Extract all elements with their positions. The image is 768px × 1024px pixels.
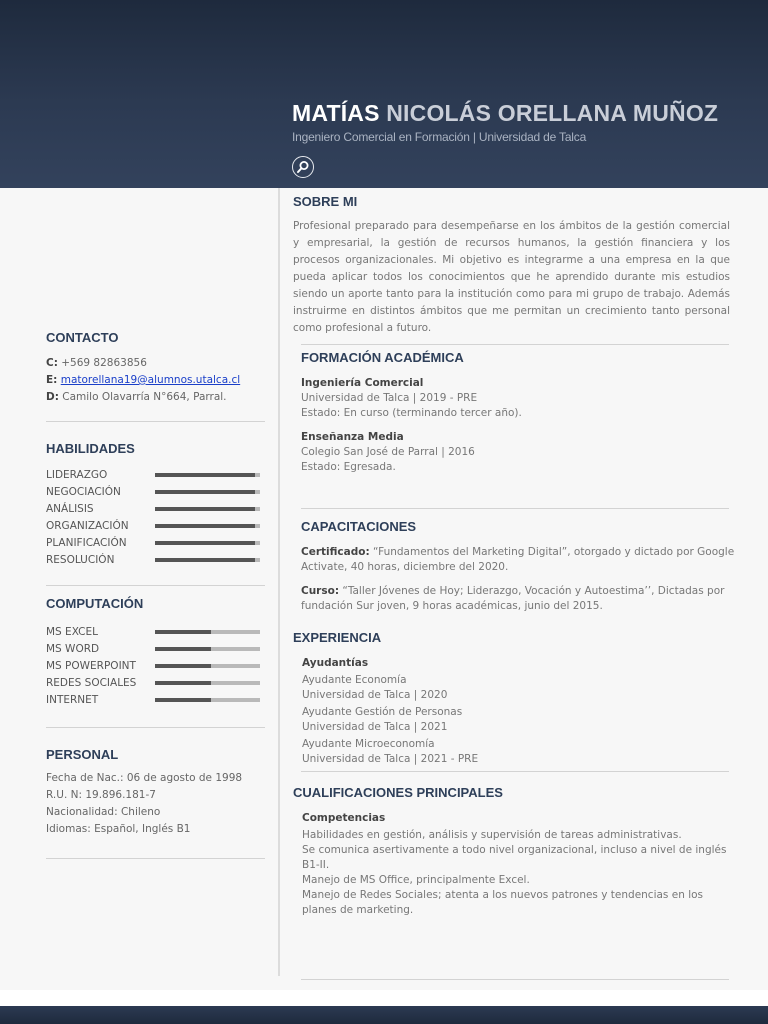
qualification-line: Manejo de Redes Sociales; atenta a los nuevos patrones y tendencias en los planes de marketing.	[302, 889, 704, 916]
skill-level-fill	[155, 507, 255, 511]
skill-label: NEGOCIACIÓN	[46, 486, 121, 498]
education-line: Estado: En curso (terminando tercer año).	[301, 407, 522, 419]
skill-level-fill	[155, 558, 255, 562]
skill-row	[46, 552, 261, 569]
skill-level-bar	[155, 558, 260, 562]
training-text: “Taller Jóvenes de Hoy; Liderazgo, Vocación y Autoestima’’, Dictadas por fundación Sur joven, 9 horas académicas, junio del 2015.	[301, 585, 725, 612]
education-line: Estado: Egresada.	[301, 461, 396, 473]
computing-skill-row	[46, 658, 261, 675]
training-entry	[301, 584, 741, 614]
header-banner	[0, 0, 768, 188]
experience-role: Ayudante Gestión de Personas	[302, 706, 463, 718]
training-label: Curso:	[301, 585, 340, 597]
skill-label: RESOLUCIÓN	[46, 554, 115, 566]
contact-phone	[46, 355, 147, 372]
training-entry	[301, 545, 741, 575]
skill-row	[46, 467, 261, 484]
divider	[46, 858, 265, 859]
education-title: FORMACIÓN ACADÉMICA	[301, 350, 464, 365]
skill-row	[46, 535, 261, 552]
skill-level-bar	[155, 541, 260, 545]
skill-level-fill	[155, 473, 255, 477]
education-heading: Enseñanza Media	[301, 431, 404, 443]
computing-skill-label: MS POWERPOINT	[46, 660, 136, 672]
qualification-line: Manejo de MS Office, principalmente Excel.	[302, 874, 530, 886]
search-button[interactable]	[292, 156, 314, 178]
experience-list	[302, 656, 478, 767]
email-label: E:	[46, 374, 58, 386]
training-label: Certificado:	[301, 546, 370, 558]
candidate-subtitle: Ingeniero Comercial en Formación | Universidad de Talca	[292, 130, 587, 144]
contact-title: CONTACTO	[46, 330, 119, 345]
experience-place: Universidad de Talca | 2021	[302, 721, 448, 733]
computing-skill-row	[46, 624, 261, 641]
experience-role: Ayudante Economía	[302, 674, 407, 686]
skill-label: LIDERAZGO	[46, 469, 108, 481]
qualifications-list	[302, 811, 732, 918]
last-names: NICOLÁS ORELLANA MUÑOZ	[386, 100, 719, 126]
education-entry	[301, 430, 475, 475]
education-line: Universidad de Talca | 2019 - PRE	[301, 392, 478, 404]
personal-nationality: Nacionalidad: Chileno	[46, 806, 161, 818]
skill-level-bar	[155, 490, 260, 494]
email-link[interactable]: matorellana19@alumnos.utalca.cl	[60, 374, 241, 386]
skill-level-fill	[155, 490, 255, 494]
education-line: Colegio San José de Parral | 2016	[301, 446, 475, 458]
skill-row	[46, 484, 261, 501]
computing-skill-row	[46, 675, 261, 692]
education-heading: Ingeniería Comercial	[301, 377, 424, 389]
qualification-line: Habilidades en gestión, análisis y supervisión de tareas administrativas.	[302, 829, 682, 841]
qualifications-heading: Competencias	[302, 812, 386, 824]
computing-skill-level-fill	[155, 647, 211, 651]
skills-title: HABILIDADES	[46, 441, 135, 456]
column-divider	[278, 188, 280, 976]
experience-title: EXPERIENCIA	[293, 630, 382, 645]
computing-skill-level-bar	[155, 698, 260, 702]
computing-skill-level-fill	[155, 630, 211, 634]
candidate-name	[292, 100, 718, 127]
contact-address	[46, 389, 227, 406]
skill-label: PLANIFICACIÓN	[46, 537, 127, 549]
experience-heading: Ayudantías	[302, 657, 369, 669]
divider	[301, 771, 729, 772]
address-label: D:	[46, 391, 59, 403]
education-entry	[301, 376, 522, 421]
computing-skill-label: MS EXCEL	[46, 626, 98, 638]
computing-skill-row	[46, 641, 261, 658]
experience-place: Universidad de Talca | 2021 - PRE	[302, 753, 479, 765]
qualification-line: Se comunica asertivamente a todo nivel organizacional, incluso a nivel de inglés B1-II.	[302, 844, 727, 871]
divider	[301, 508, 729, 509]
footer-bar	[0, 1006, 768, 1024]
personal-rut: R.U. N: 19.896.181-7	[46, 789, 156, 801]
computing-skill-label: INTERNET	[46, 694, 99, 706]
skill-level-bar	[155, 473, 260, 477]
training-text: “Fundamentos del Marketing Digital”, otorgado y dictado por Google Activate, 40 horas, diciembre del 2020.	[301, 546, 735, 573]
footer-gap	[0, 990, 768, 1006]
experience-place: Universidad de Talca | 2020	[302, 689, 448, 701]
skill-label: ANÁLISIS	[46, 503, 94, 515]
skill-level-fill	[155, 541, 255, 545]
divider	[46, 585, 265, 586]
about-text: Profesional preparado para desempeñarse en los ámbitos de la gestión comercial y empresarial, la gestión de recursos humanos, la gestión financiera y los procesos organizacionales. Mi objetivo es integrarme a una empresa en la que pueda aplicar todos los conocimientos que he aprendido durante mis estudios siendo un aporte tanto para la institución como para mi grupo de trabajo. Además instruirme en distintos ámbitos que me permitan un crecimiento tanto personal como profesional a futuro.	[293, 220, 730, 334]
skill-level-fill	[155, 524, 255, 528]
computing-title: COMPUTACIÓN	[46, 596, 144, 611]
computing-skill-level-bar	[155, 664, 260, 668]
training-title: CAPACITACIONES	[301, 519, 417, 534]
divider	[301, 979, 729, 980]
computing-skill-level-fill	[155, 664, 211, 668]
experience-role: Ayudante Microeconomía	[302, 738, 435, 750]
phone-label: C:	[46, 357, 58, 369]
computing-skill-level-bar	[155, 681, 260, 685]
search-icon	[296, 160, 310, 174]
skill-label: ORGANIZACIÓN	[46, 520, 129, 532]
contact-email	[46, 372, 240, 389]
skill-level-bar	[155, 507, 260, 511]
computing-skill-level-bar	[155, 647, 260, 651]
skill-row	[46, 518, 261, 535]
computing-skill-level-bar	[155, 630, 260, 634]
phone-value: +569 82863856	[61, 357, 147, 369]
computing-skill-row	[46, 692, 261, 709]
divider	[46, 421, 265, 422]
qualifications-title: CUALIFICACIONES PRINCIPALES	[293, 785, 503, 800]
computing-skill-label: MS WORD	[46, 643, 100, 655]
personal-birthdate: Fecha de Nac.: 06 de agosto de 1998	[46, 772, 243, 784]
computing-skill-level-fill	[155, 698, 211, 702]
address-value: Camilo Olavarría N°664, Parral.	[62, 391, 227, 403]
about-title: SOBRE MI	[293, 194, 358, 209]
personal-languages: Idiomas: Español, Inglés B1	[46, 823, 191, 835]
personal-title: PERSONAL	[46, 747, 119, 762]
skill-level-bar	[155, 524, 260, 528]
divider	[46, 727, 265, 728]
first-name: MATÍAS	[292, 100, 380, 126]
skill-row	[46, 501, 261, 518]
divider	[301, 344, 729, 345]
computing-skill-level-fill	[155, 681, 211, 685]
computing-skill-label: REDES SOCIALES	[46, 677, 137, 689]
